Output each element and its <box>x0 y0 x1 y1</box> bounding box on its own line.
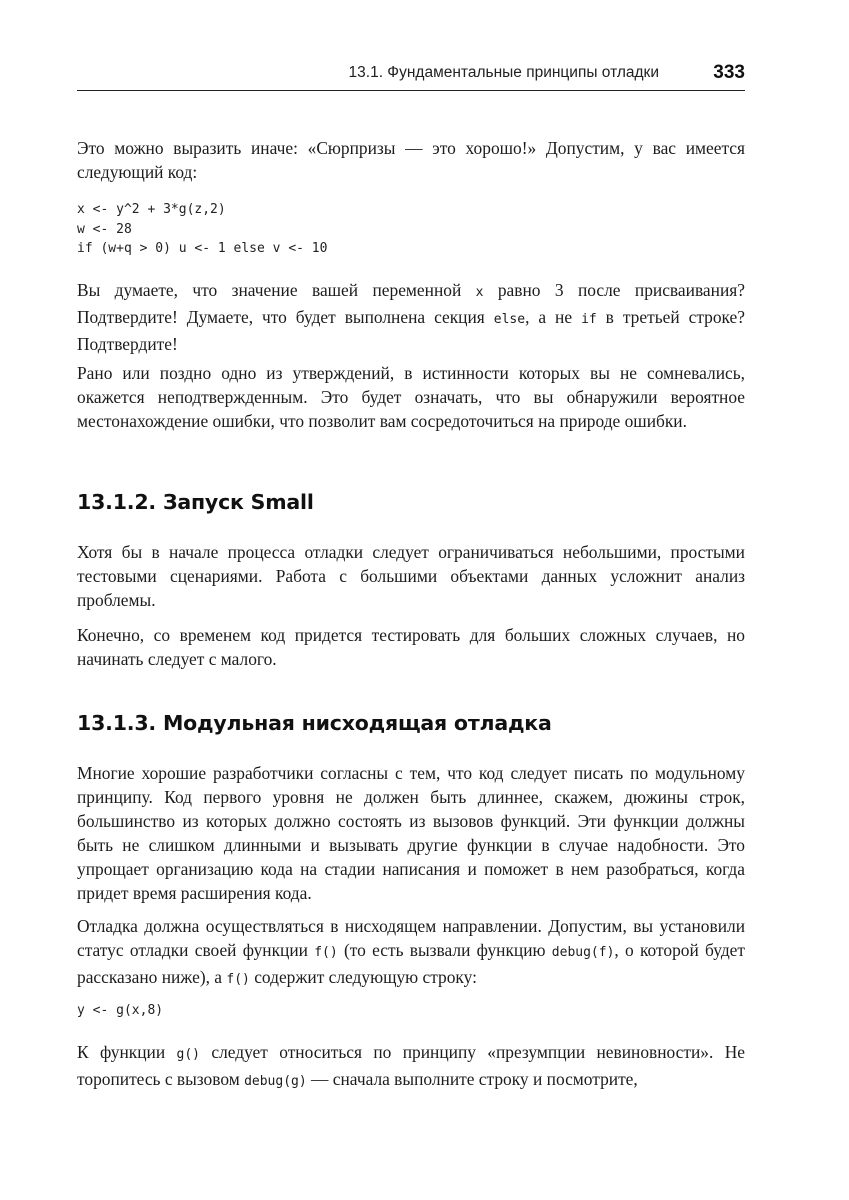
code-line: if (w+q > 0) u <- 1 else v <- 10 <box>77 241 328 256</box>
section-heading-13-1-2 <box>77 490 745 514</box>
start-small-para-2 <box>77 623 745 671</box>
page-header <box>77 62 745 91</box>
inline-code: if <box>581 312 597 327</box>
start-small-para-1 <box>77 540 745 612</box>
paragraph: К функции g() следует относиться по принципу «презумпции невиновности». Не торопитесь с вызовом debug(g) — сначала выполните строку и посмотрите, <box>77 1042 745 1089</box>
code-line: y <- g(x,8) <box>77 1003 164 1018</box>
code-line: x <- y^2 + 3*g(z,2) <box>77 202 226 217</box>
error-location-paragraph <box>77 361 745 433</box>
paragraph: Отладка должна осуществляться в нисходящем направлении. Допустим, вы установили статус отладки своей функции f() (то есть вызвали функцию debug(f), о которой будет рассказано ниже), а f() содержит следующую строку: <box>77 916 746 987</box>
section-heading: 13.1.3. Модульная нисходящая отладка <box>77 711 552 735</box>
paragraph: Рано или поздно одно из утверждений, в истинности которых вы не сомневались, окажется неподтвержденным. Это будет означать, что вы обнаружили вероятное местонахождение ошибки, что позволит вам сосредоточиться на природе ошибки. <box>77 363 745 431</box>
code-line: w <- 28 <box>77 221 132 237</box>
modular-para-1 <box>77 761 745 905</box>
paragraph: Конечно, со временем код придется тестировать для больших сложных случаев, но начинать следует с малого. <box>77 625 745 669</box>
code-block-2 <box>77 1001 745 1021</box>
inline-code: f() <box>314 945 338 960</box>
paragraph: Вы думаете, что значение вашей переменной x равно 3 после присваивания? Подтвердите! Думаете, что будет выполнена секция else, а не if в третьей строке? Подтвердите! <box>77 280 745 354</box>
paragraph: Это можно выразить иначе: «Сюрпризы — это хорошо!» Допустим, у вас имеется следующий код: <box>77 138 745 182</box>
page-number: 333 <box>713 62 745 83</box>
paragraph: Многие хорошие разработчики согласны с тем, что код следует писать по модульному принципу. Код первого уровня не должен быть длиннее, скажем, дюжины строк, большинство из которых должно состоять из вызовов функций. Эти функции должны быть не слишком длинными и вызывать другие функции в случае надобности. Это упрощает организацию кода на стадии написания и поможет в нем разобраться, когда придет время расширения кода. <box>77 763 745 903</box>
inline-code: debug(f) <box>551 945 615 960</box>
section-heading: 13.1.2. Запуск Small <box>77 490 314 514</box>
inline-code: x <box>475 285 484 300</box>
inline-code: f() <box>226 972 250 987</box>
code-block-1 <box>77 200 745 259</box>
intro-paragraph <box>77 136 745 184</box>
running-title: 13.1. Фундаментальные принципы отладки <box>348 64 659 81</box>
inline-code: debug(g) <box>244 1074 307 1089</box>
inline-code: g() <box>176 1047 200 1062</box>
inline-code: else <box>493 312 526 327</box>
section-heading-13-1-3 <box>77 711 745 735</box>
modular-para-2 <box>77 914 745 992</box>
confirm-paragraph <box>77 278 745 356</box>
modular-para-3 <box>77 1040 745 1094</box>
paragraph: Хотя бы в начале процесса отладки следует ограничиваться небольшими, простыми тестовыми сценариями. Работа с большими объектами данных усложнит анализ проблемы. <box>77 542 745 610</box>
